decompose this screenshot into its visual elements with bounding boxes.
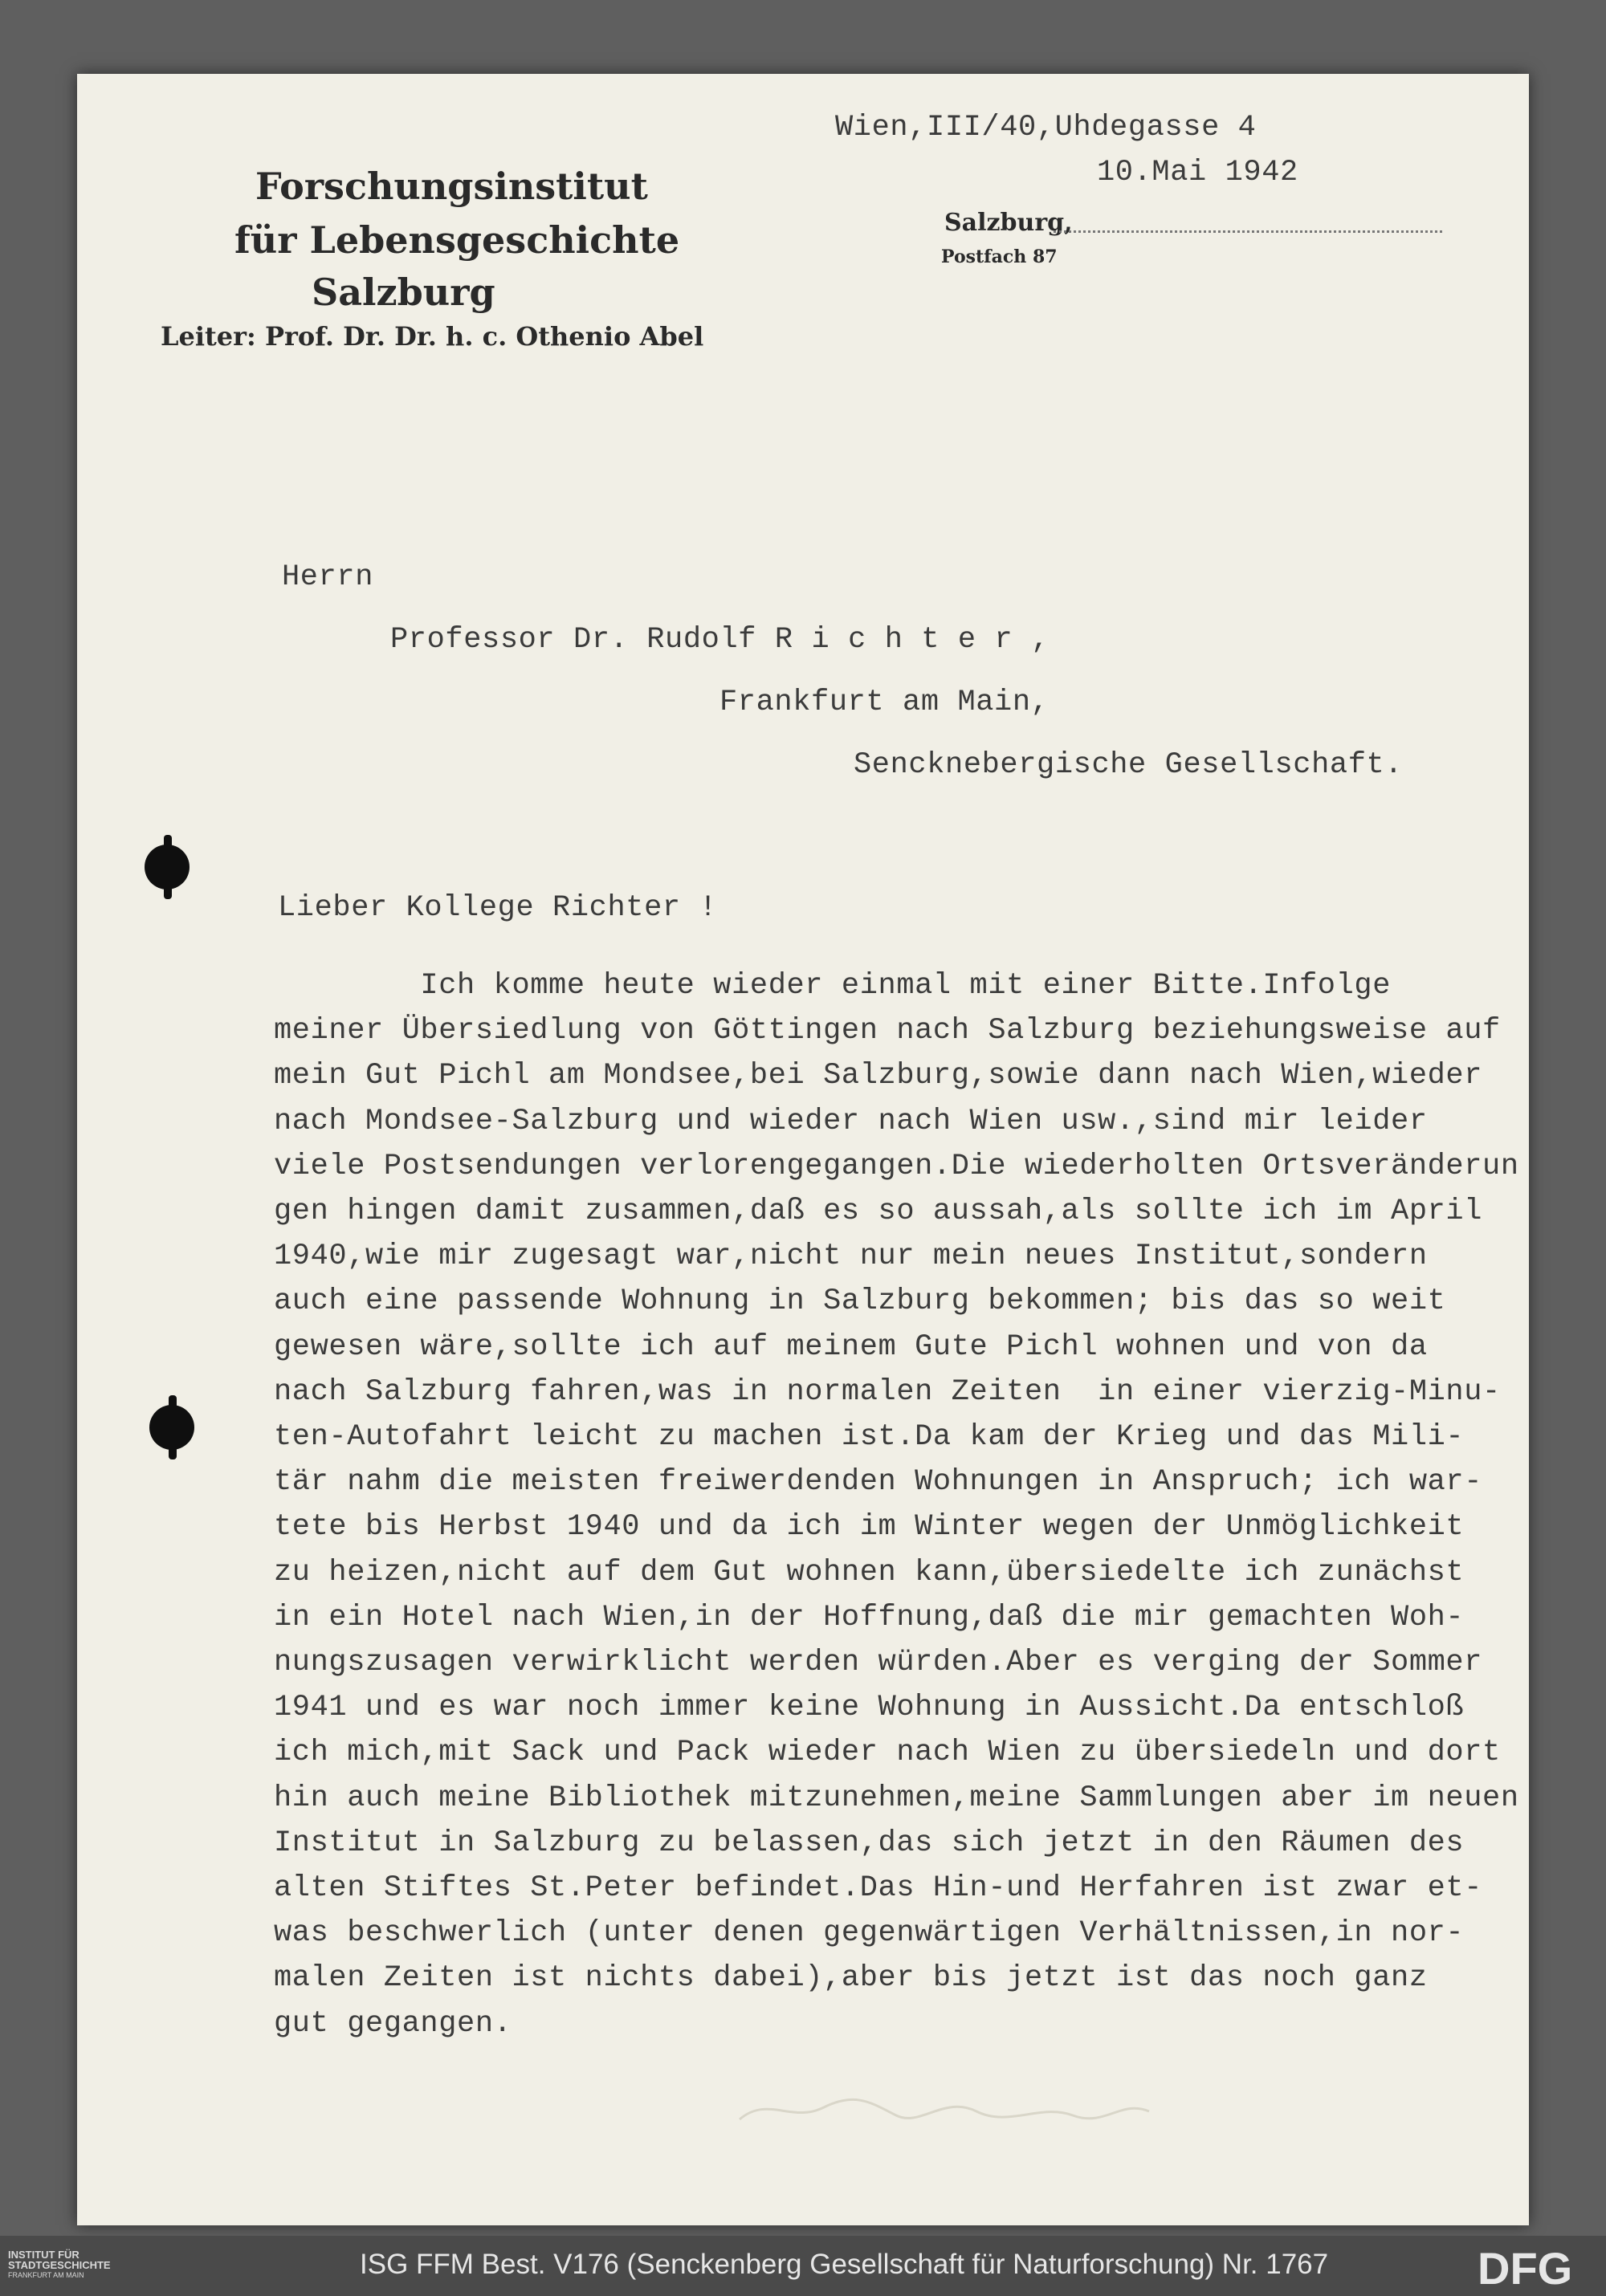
body-line: Institut in Salzburg zu belassen,das sich jetzt in den Räumen des <box>274 1826 1465 1860</box>
body-line: mein Gut Pichl am Mondsee,bei Salzburg,sowie dann nach Wien,wieder <box>274 1059 1483 1093</box>
archive-footer-bar <box>0 2236 1606 2296</box>
letter-date: 10.Mai 1942 <box>1097 156 1298 189</box>
body-line: nach Mondsee-Salzburg und wieder nach Wien usw.,sind mir leider <box>274 1104 1428 1138</box>
body-line: 1941 und es war noch immer keine Wohnung in Aussicht.Da entschloß <box>274 1691 1465 1725</box>
body-line: auch eine passende Wohnung in Salzburg bekommen; bis das so weit <box>274 1284 1446 1319</box>
letterhead-institute-line1: Forschungsinstitut <box>255 165 648 208</box>
letterhead-city-label: Salzburg, <box>944 209 1073 237</box>
body-line: meiner Übersiedlung von Göttingen nach Salzburg beziehungsweise auf <box>274 1014 1501 1048</box>
body-line: nach Salzburg fahren,was in normalen Zeiten in einer vierzig-Minu- <box>274 1374 1501 1409</box>
letterhead-postfach: Postfach 87 <box>941 246 1058 267</box>
punch-hole-top <box>145 845 190 889</box>
recipient-line2: Professor Dr. Rudolf R i c h t e r , <box>390 623 1050 657</box>
body-line: nungszusagen verwirklicht werden würden.Aber es verging der Sommer <box>274 1646 1483 1680</box>
body-line: malen Zeiten ist nichts dabei),aber bis jetzt ist das noch ganz <box>274 1961 1428 1996</box>
salutation: Lieber Kollege Richter ! <box>278 891 718 925</box>
body-line: 1940,wie mir zugesagt war,nicht nur mein neues Institut,sondern <box>274 1240 1428 1274</box>
body-line: Ich komme heute wieder einmal mit einer Bitte.Infolge <box>274 969 1392 1003</box>
body-line: ich mich,mit Sack und Pack wieder nach Wien zu übersiedeln und dort <box>274 1736 1501 1770</box>
letterhead-institute-line2: für Lebensgeschichte <box>234 218 680 262</box>
letterhead-leader: Leiter: Prof. Dr. Dr. h. c. Othenio Abel <box>161 321 704 352</box>
body-line: was beschwerlich (unter denen gegenwärtigen Verhältnissen,in nor- <box>274 1916 1465 1951</box>
body-line: alten Stiftes St.Peter befindet.Das Hin-und Herfahren ist zwar et- <box>274 1871 1483 1906</box>
recipient-line1: Herrn <box>282 560 374 594</box>
body-line: gen hingen damit zusammen,daß es so aussah,als sollte ich im April <box>274 1195 1483 1229</box>
body-line: tete bis Herbst 1940 und da ich im Winter wegen der Unmöglichkeit <box>274 1510 1465 1545</box>
footer-institution <box>8 2249 161 2281</box>
letterhead-institute-line3: Salzburg <box>312 271 495 314</box>
footer-archive-reference: ISG FFM Best. V176 (Senckenberg Gesellschaft für Naturforschung) Nr. 1767 <box>360 2249 1329 2280</box>
sender-address: Wien,III/40,Uhdegasse 4 <box>835 111 1257 145</box>
body-line: viele Postsendungen verlorengegangen.Die wiederholten Ortsveränderun <box>274 1149 1519 1183</box>
footer-institution-line2: STADTGESCHICHTE <box>8 2259 111 2271</box>
body-line: in ein Hotel nach Wien,in der Hoffnung,daß die mir gemachten Woh- <box>274 1600 1465 1634</box>
dfg-logo-text: DFG <box>1478 2244 1573 2290</box>
body-line: gut gegangen. <box>274 2006 512 2041</box>
punch-hole-bottom <box>149 1405 194 1450</box>
body-line: hin auch meine Bibliothek mitzunehmen,meine Sammlungen aber im neuen <box>274 1781 1519 1815</box>
body-line: tär nahm die meisten freiwerdenden Wohnungen in Anspruch; ich war- <box>274 1465 1483 1500</box>
letter-page <box>77 74 1529 2225</box>
dfg-logo-icon <box>1476 2244 1595 2290</box>
faint-pencil-annotation <box>736 2079 1153 2135</box>
body-line: ten-Autofahrt leicht zu machen ist.Da kam der Krieg und das Mili- <box>274 1420 1465 1455</box>
recipient-line4: Sencknebergische Gesellschaft. <box>854 748 1404 782</box>
recipient-line3: Frankfurt am Main, <box>719 686 1050 719</box>
footer-institution-line3: FRANKFURT AM MAIN <box>8 2271 84 2279</box>
letterhead-city-dotted-rule <box>1054 230 1442 233</box>
letter-body <box>274 963 1519 2046</box>
footer-institution-line1: INSTITUT FÜR <box>8 2249 79 2261</box>
body-line: zu heizen,nicht auf dem Gut wohnen kann,übersiedelte ich zunächst <box>274 1555 1465 1590</box>
body-line: gewesen wäre,sollte ich auf meinem Gute Pichl wohnen und von da <box>274 1329 1428 1364</box>
